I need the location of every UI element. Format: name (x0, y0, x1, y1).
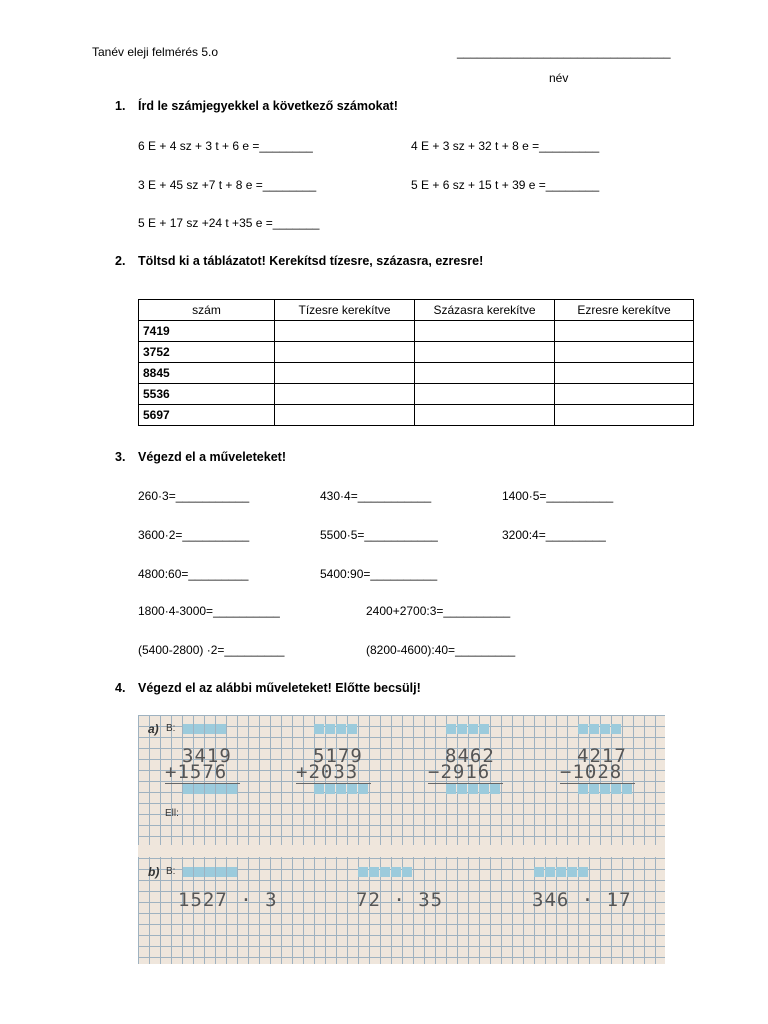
minuend: 4217 (577, 745, 627, 767)
table-cell-number: 8845 (139, 363, 275, 384)
minuend: 8462 (445, 745, 495, 767)
table-cell-empty[interactable] (555, 321, 694, 342)
estimate-label: B: (166, 866, 176, 877)
table-cell-empty[interactable] (415, 384, 555, 405)
table-row (139, 321, 694, 342)
q1-item: 5 E + 17 sz +24 t +35 e =_______ (138, 216, 320, 230)
q3-item: 4800:60=_________ (138, 567, 249, 581)
table-cell-empty[interactable] (275, 363, 415, 384)
table-header: Ezresre kerekítve (555, 300, 694, 321)
row-a-label: a) (148, 722, 159, 736)
textbook-excerpt (138, 715, 665, 964)
table-header: Tízesre kerekítve (275, 300, 415, 321)
addend-bottom: +2033 (296, 761, 359, 783)
q3-item: 5400:90=__________ (320, 567, 438, 581)
table-header-row (139, 300, 694, 321)
table-cell-empty[interactable] (275, 405, 415, 426)
q3-item: (8200-4600):40=_________ (366, 643, 516, 657)
q2-title: Töltsd ki a táblázatot! Kerekítsd tízesre, százasra, ezresre! (138, 254, 484, 268)
section-divider (138, 845, 665, 857)
table-header: Százasra kerekítve (415, 300, 555, 321)
row-b-label: b) (148, 865, 160, 879)
subtrahend: −1028 (560, 761, 623, 783)
rounding-table (138, 299, 694, 426)
table-cell-number: 3752 (139, 342, 275, 363)
q4-title: Végezd el az alábbi műveleteket! Előtte becsülj! (138, 681, 421, 695)
q1-item: 5 E + 6 sz + 15 t + 39 e =________ (411, 178, 600, 192)
table-row (139, 384, 694, 405)
table-cell-empty[interactable] (415, 321, 555, 342)
table-cell-empty[interactable] (415, 342, 555, 363)
name-label: név (549, 71, 569, 85)
estimate-label: B: (166, 723, 176, 734)
q4-number: 4. (115, 681, 126, 695)
table-header: szám (139, 300, 275, 321)
q3-item: 5500·5=___________ (320, 528, 438, 542)
multiplication: 346 · 17 (532, 889, 632, 911)
table-row (139, 363, 694, 384)
q1-item: 4 E + 3 sz + 32 t + 8 e =_________ (411, 139, 600, 153)
table-row (139, 342, 694, 363)
table-cell-empty[interactable] (555, 363, 694, 384)
q3-item: 1800·4-3000=__________ (138, 604, 280, 618)
table-cell-empty[interactable] (415, 363, 555, 384)
addend-bottom: +1576 (165, 761, 228, 783)
q1-number: 1. (115, 99, 126, 113)
table-cell-empty[interactable] (415, 405, 555, 426)
q1-item: 6 E + 4 sz + 3 t + 6 e =________ (138, 139, 313, 153)
addend-top: 5179 (313, 745, 363, 767)
q3-item: 430·4=___________ (320, 489, 432, 503)
addend-top: 3419 (182, 745, 232, 767)
multiplication: 1527 · 3 (178, 889, 278, 911)
table-cell-empty[interactable] (275, 384, 415, 405)
name-line: ________________________________ (457, 45, 671, 59)
q3-item: (5400-2800) ·2=_________ (138, 643, 285, 657)
document-title: Tanév eleji felmérés 5.o (92, 45, 219, 59)
table-cell-empty[interactable] (555, 342, 694, 363)
q3-item: 3200:4=_________ (502, 528, 606, 542)
table-cell-empty[interactable] (275, 321, 415, 342)
table-cell-empty[interactable] (555, 384, 694, 405)
q3-item: 2400+2700:3=__________ (366, 604, 511, 618)
q3-item: 1400·5=__________ (502, 489, 614, 503)
table-cell-number: 5697 (139, 405, 275, 426)
check-label: Ell: (165, 808, 179, 819)
q3-title: Végezd el a műveleteket! (138, 450, 286, 464)
multiplication: 72 · 35 (356, 889, 444, 911)
q1-title: Írd le számjegyekkel a következő számokat! (138, 99, 398, 113)
q1-item: 3 E + 45 sz +7 t + 8 e =________ (138, 178, 317, 192)
q3-item: 260·3=___________ (138, 489, 250, 503)
table-cell-empty[interactable] (555, 405, 694, 426)
q3-item: 3600·2=__________ (138, 528, 250, 542)
q2-number: 2. (115, 254, 126, 268)
q3-number: 3. (115, 450, 126, 464)
table-cell-number: 7419 (139, 321, 275, 342)
subtrahend: −2916 (428, 761, 491, 783)
table-cell-number: 5536 (139, 384, 275, 405)
table-row (139, 405, 694, 426)
table-cell-empty[interactable] (275, 342, 415, 363)
